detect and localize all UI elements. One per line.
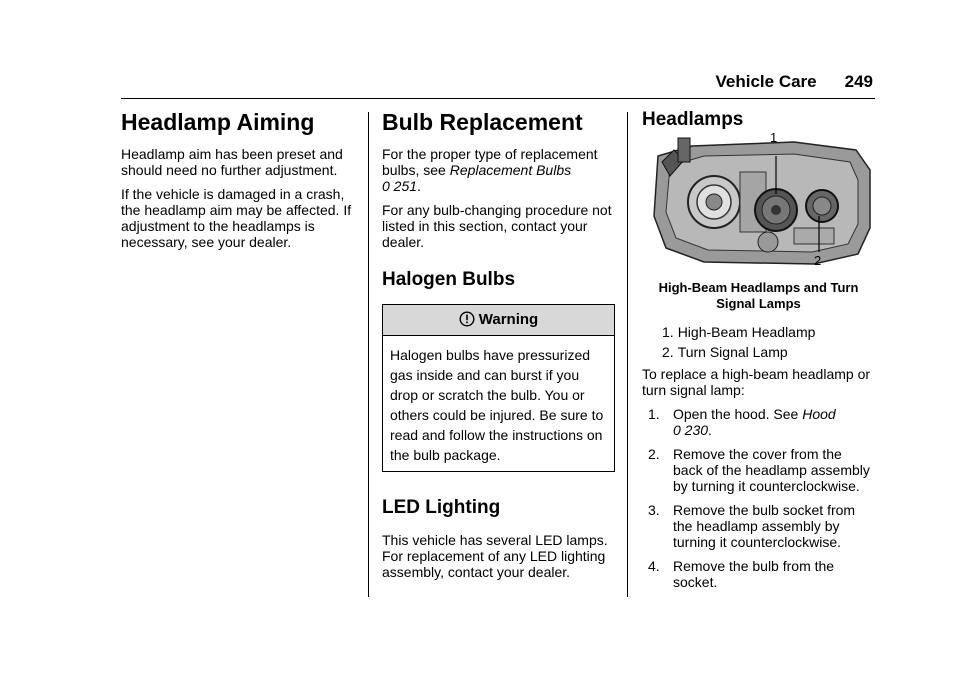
list-item xyxy=(642,558,875,590)
warning-icon xyxy=(459,308,475,338)
callout-key xyxy=(642,324,875,360)
paragraph: Headlamp aim has been preset and should need no further adjustment. xyxy=(121,146,343,178)
column-headlamps xyxy=(642,108,875,598)
page-ref[interactable]: 0 230 xyxy=(673,422,709,438)
item-number: 4. xyxy=(648,558,660,574)
callout-1: 1 xyxy=(770,130,778,145)
section-title: Vehicle Care xyxy=(715,72,817,91)
paragraph xyxy=(382,146,615,194)
item-text: Remove the bulb from the socket. xyxy=(673,558,835,590)
item-number: 2. xyxy=(662,344,674,360)
header-rule xyxy=(121,98,875,99)
list-item xyxy=(642,502,875,550)
item-number: 2. xyxy=(648,446,660,462)
warning-header xyxy=(383,305,614,336)
figure-caption: High-Beam Headlamps and Turn Signal Lamps xyxy=(658,280,859,311)
heading-led-lighting: LED Lighting xyxy=(382,497,501,518)
link-replacement-bulbs[interactable]: Replacement Bulbs xyxy=(449,162,572,178)
item-text: Remove the bulb socket from the headlamp assembly by turning it counterclockwise. xyxy=(673,502,856,550)
warning-box xyxy=(382,304,615,472)
column-divider-2 xyxy=(627,112,628,597)
item-text: Open the hood. See xyxy=(673,406,803,422)
warning-label: Warning xyxy=(478,311,539,328)
page-ref[interactable]: 0 251 xyxy=(382,178,418,194)
link-hood[interactable]: Hood xyxy=(802,406,836,422)
warning-text: Halogen bulbs have pressurized gas inside and can burst if you drop or scratch the bulb. You or others could be injured. Be sure to read and follow the instructions on the bulb package. xyxy=(390,347,604,463)
item-text: Turn Signal Lamp xyxy=(677,344,788,360)
text: For the proper type of replacement bulbs, see xyxy=(382,146,598,178)
item-number: 1. xyxy=(662,324,674,340)
paragraph: For any bulb-changing procedure not listed in this section, contact your dealer. xyxy=(382,202,612,250)
text: . xyxy=(708,422,712,438)
heading-headlamps: Headlamps xyxy=(642,109,744,130)
list-item xyxy=(642,446,875,494)
item-number: 1. xyxy=(648,406,660,422)
column-divider-1 xyxy=(368,112,369,597)
list-item xyxy=(642,406,875,438)
column-bulb-replacement xyxy=(382,108,615,588)
headlamp-illustration xyxy=(644,130,874,274)
heading-headlamp-aiming: Headlamp Aiming xyxy=(121,109,315,135)
list-item xyxy=(642,344,875,360)
list-item xyxy=(642,324,875,340)
paragraph: If the vehicle is damaged in a crash, the headlamp aim may be affected. If adjustment to the headlamps is necessary, see your dealer. xyxy=(121,186,352,250)
text: . xyxy=(417,178,421,194)
callout-2: 2 xyxy=(814,253,822,268)
page-number: 249 xyxy=(844,72,873,91)
heading-halogen-bulbs: Halogen Bulbs xyxy=(382,269,516,290)
heading-bulb-replacement: Bulb Replacement xyxy=(382,109,583,135)
column-headlamp-aiming xyxy=(121,108,356,258)
paragraph: This vehicle has several LED lamps. For replacement of any LED lighting assembly, contact your dealer. xyxy=(382,532,608,580)
item-text: High-Beam Headlamp xyxy=(677,324,816,340)
item-text: Remove the cover from the back of the headlamp assembly by turning it counterclockwise. xyxy=(673,446,870,494)
paragraph: To replace a high-beam headlamp or turn signal lamp: xyxy=(642,366,871,398)
page-header xyxy=(716,72,874,92)
procedure-steps xyxy=(642,406,875,590)
item-number: 3. xyxy=(648,502,660,518)
